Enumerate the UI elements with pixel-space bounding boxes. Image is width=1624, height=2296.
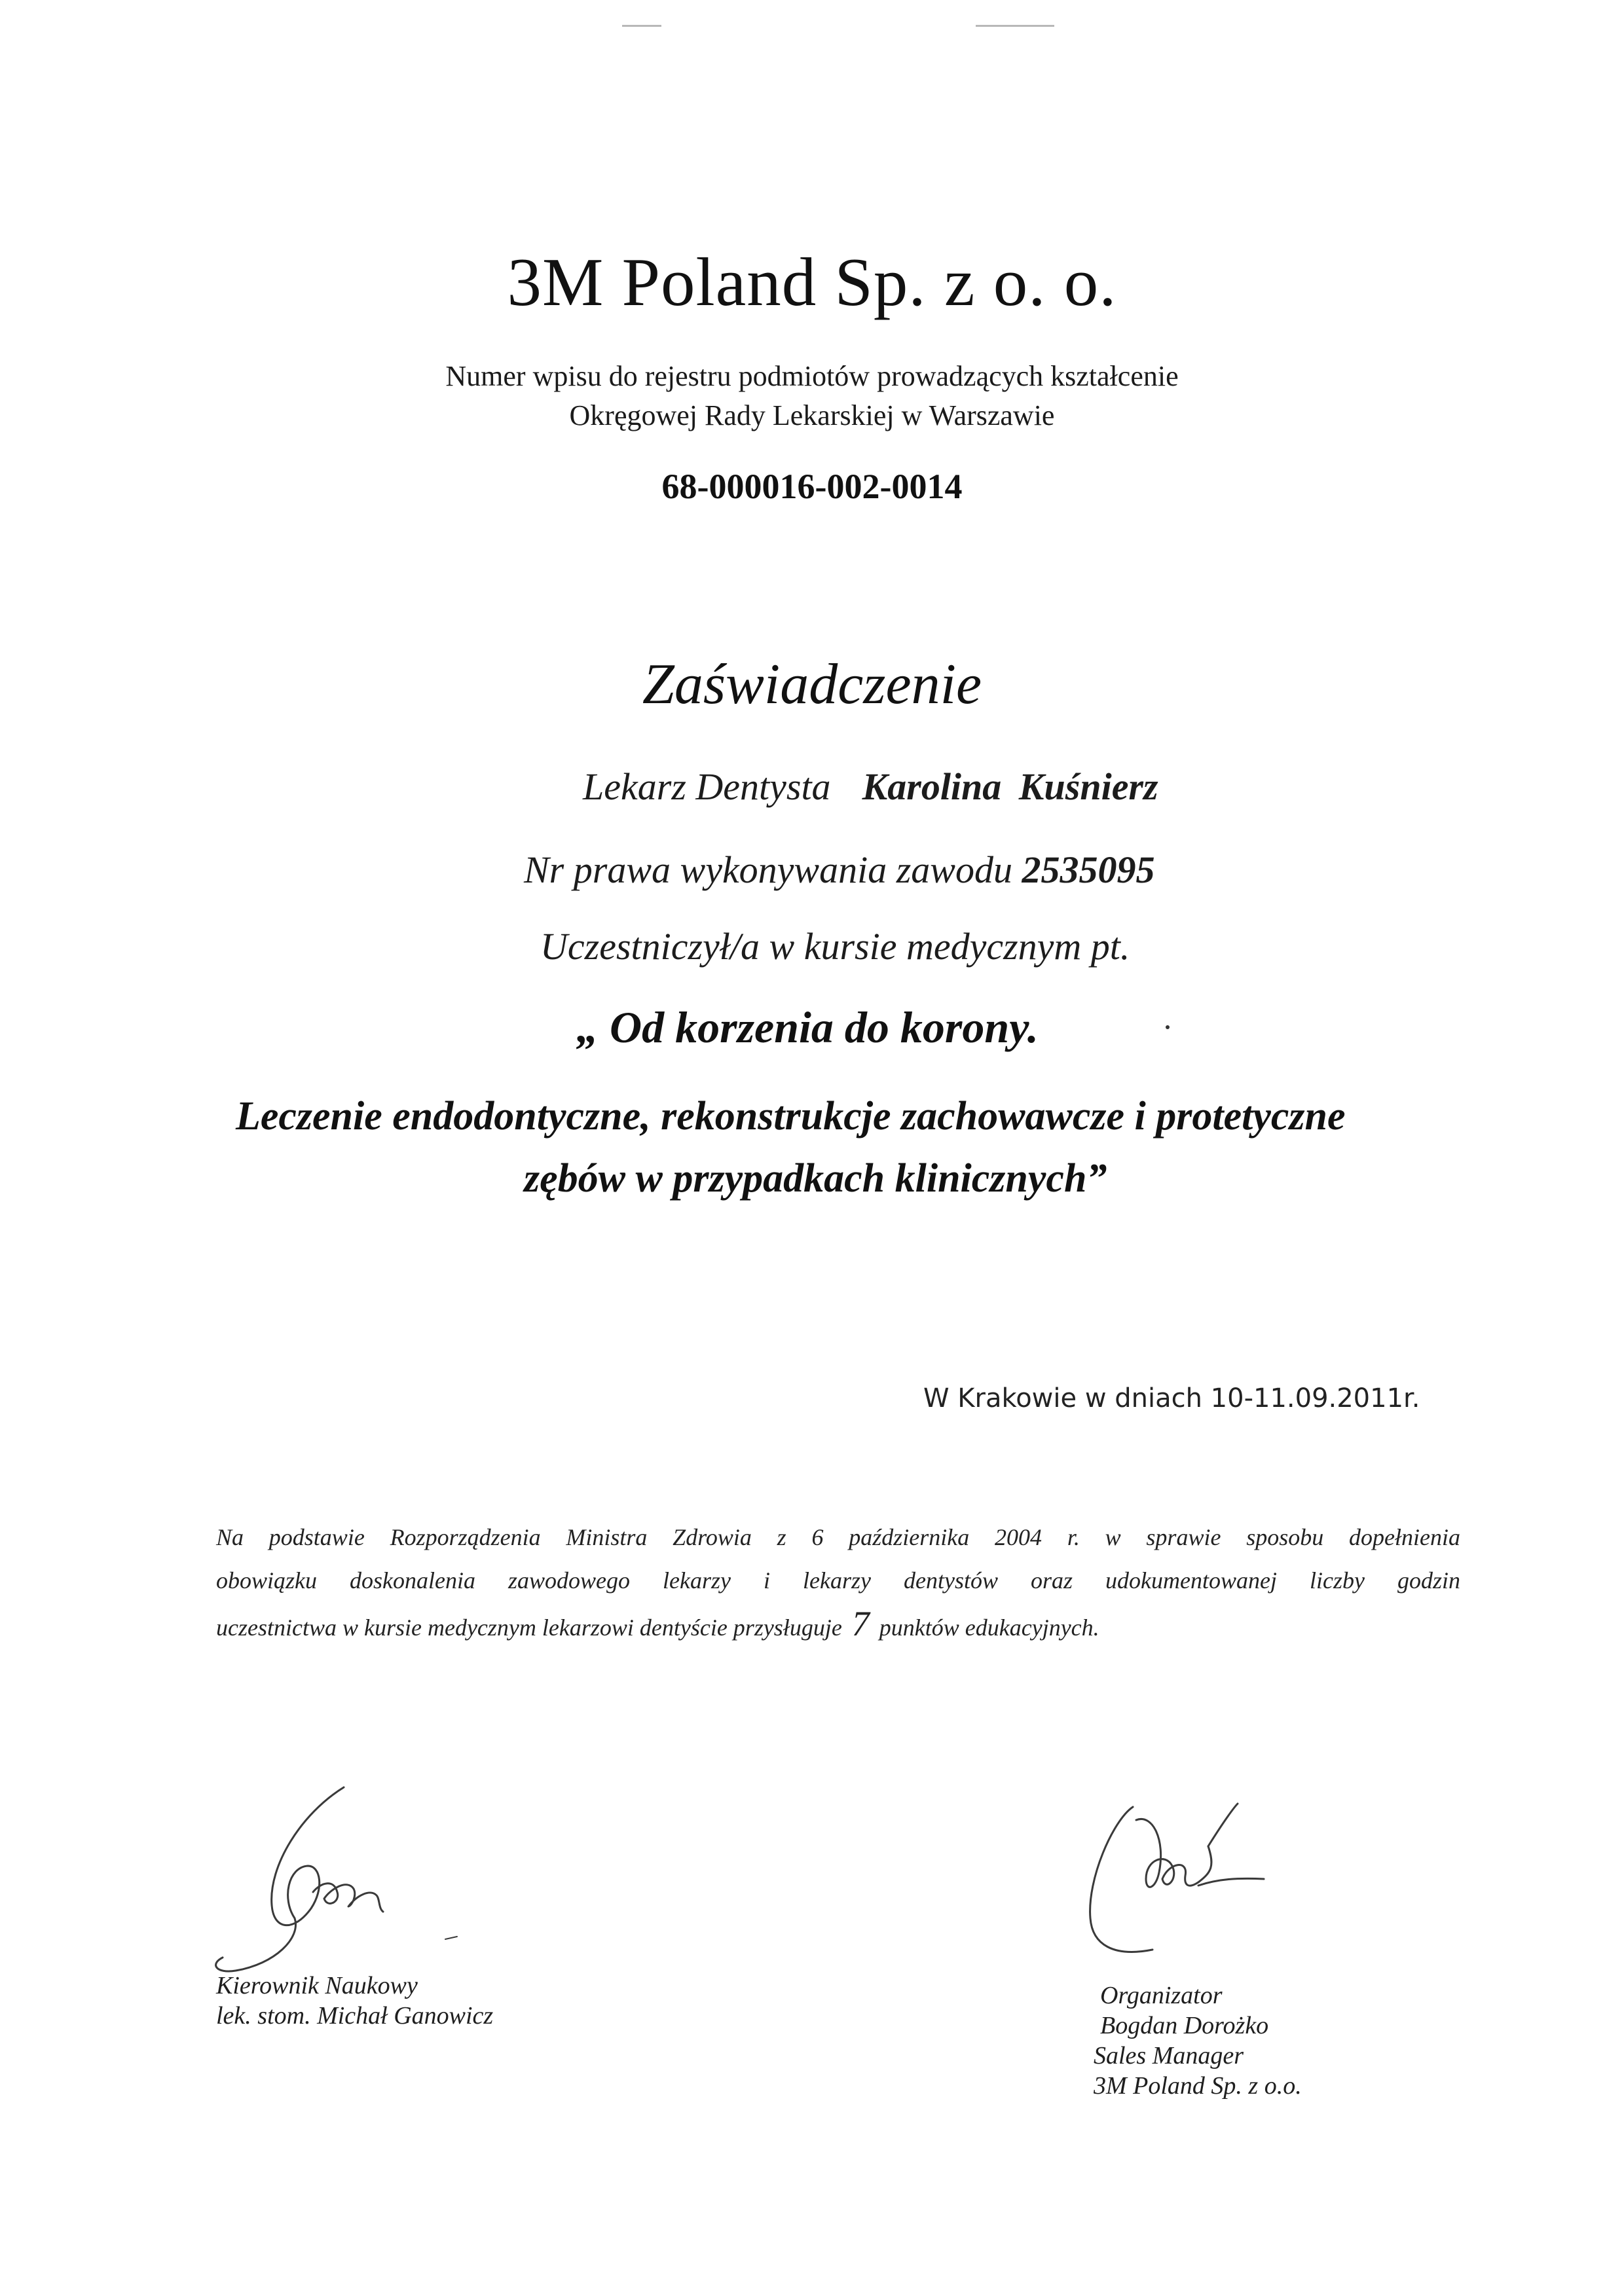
organizer-signature [1074, 1781, 1310, 1977]
course-subtitle-line-2: zębów w przypadkach klinicznych” [524, 1156, 1107, 1201]
license-label: Nr prawa wykonywania zawodu [524, 848, 1012, 891]
scientific-director-name: lek. stom. Michał Ganowicz [216, 2002, 494, 2030]
register-line-2: Okręgowej Rady Lekarskiej w Warszawie [569, 399, 1055, 431]
legal-line-3 [216, 1602, 1460, 1649]
legal-basis-paragraph [216, 1516, 1460, 1649]
register-info [0, 357, 1624, 435]
organizer-position: Sales Manager [1094, 2042, 1244, 2069]
person-label: Lekarz Dentysta [583, 765, 831, 808]
course-intro: Uczestniczył/a w kursie medycznym pt. [540, 925, 1130, 968]
scientific-director-caption [216, 1971, 493, 2031]
scientific-director-role: Kierownik Naukowy [216, 1972, 418, 1999]
organizer-role: Organizator [1100, 1982, 1223, 2009]
scientific-director-signature [196, 1768, 458, 1990]
person-line [583, 765, 1158, 809]
course-title: „ Od korzenia do korony. [576, 1002, 1039, 1052]
scan-artifact [976, 25, 1054, 27]
register-line-1: Numer wpisu do rejestru podmiotów prowadzących kształcenie [445, 360, 1179, 392]
stray-mark [1166, 1025, 1170, 1029]
organizer-caption [1094, 1980, 1302, 2101]
person-name: Karolina Kuśnierz [862, 765, 1158, 808]
legal-line-3-suffix: punktów edukacyjnych. [879, 1614, 1099, 1641]
education-points: 7 [851, 1604, 870, 1643]
organizer-company: 3M Poland Sp. z o.o. [1094, 2072, 1302, 2100]
organizer-name: Bogdan Dorożko [1100, 2012, 1269, 2039]
legal-line-1: Na podstawie Rozporządzenia Ministra Zdrowia z 6 października 2004 r. w sprawie sposobu dopełnienia [216, 1524, 1460, 1550]
legal-line-2: obowiązku doskonalenia zawodowego lekarzy i lekarzy dentystów oraz udokumentowanej liczby godzin [216, 1567, 1460, 1594]
license-number: 2535095 [1022, 848, 1155, 891]
place-and-date: W Krakowie w dniach 10-11.09.2011r. [923, 1383, 1420, 1413]
scan-artifact [622, 25, 661, 27]
legal-line-3-prefix: uczestnictwa w kursie medycznym lekarzowi dentyście przysługuje [216, 1614, 842, 1641]
register-number: 68-000016-002-0014 [661, 467, 963, 506]
company-name: 3M Poland Sp. z o. o. [507, 244, 1117, 320]
document-title: Zaświadczenie [642, 653, 982, 716]
course-subtitle-line-1: Leczenie endodontyczne, rekonstrukcje zachowawcze i protetyczne [236, 1094, 1346, 1139]
license-line [524, 848, 1155, 892]
